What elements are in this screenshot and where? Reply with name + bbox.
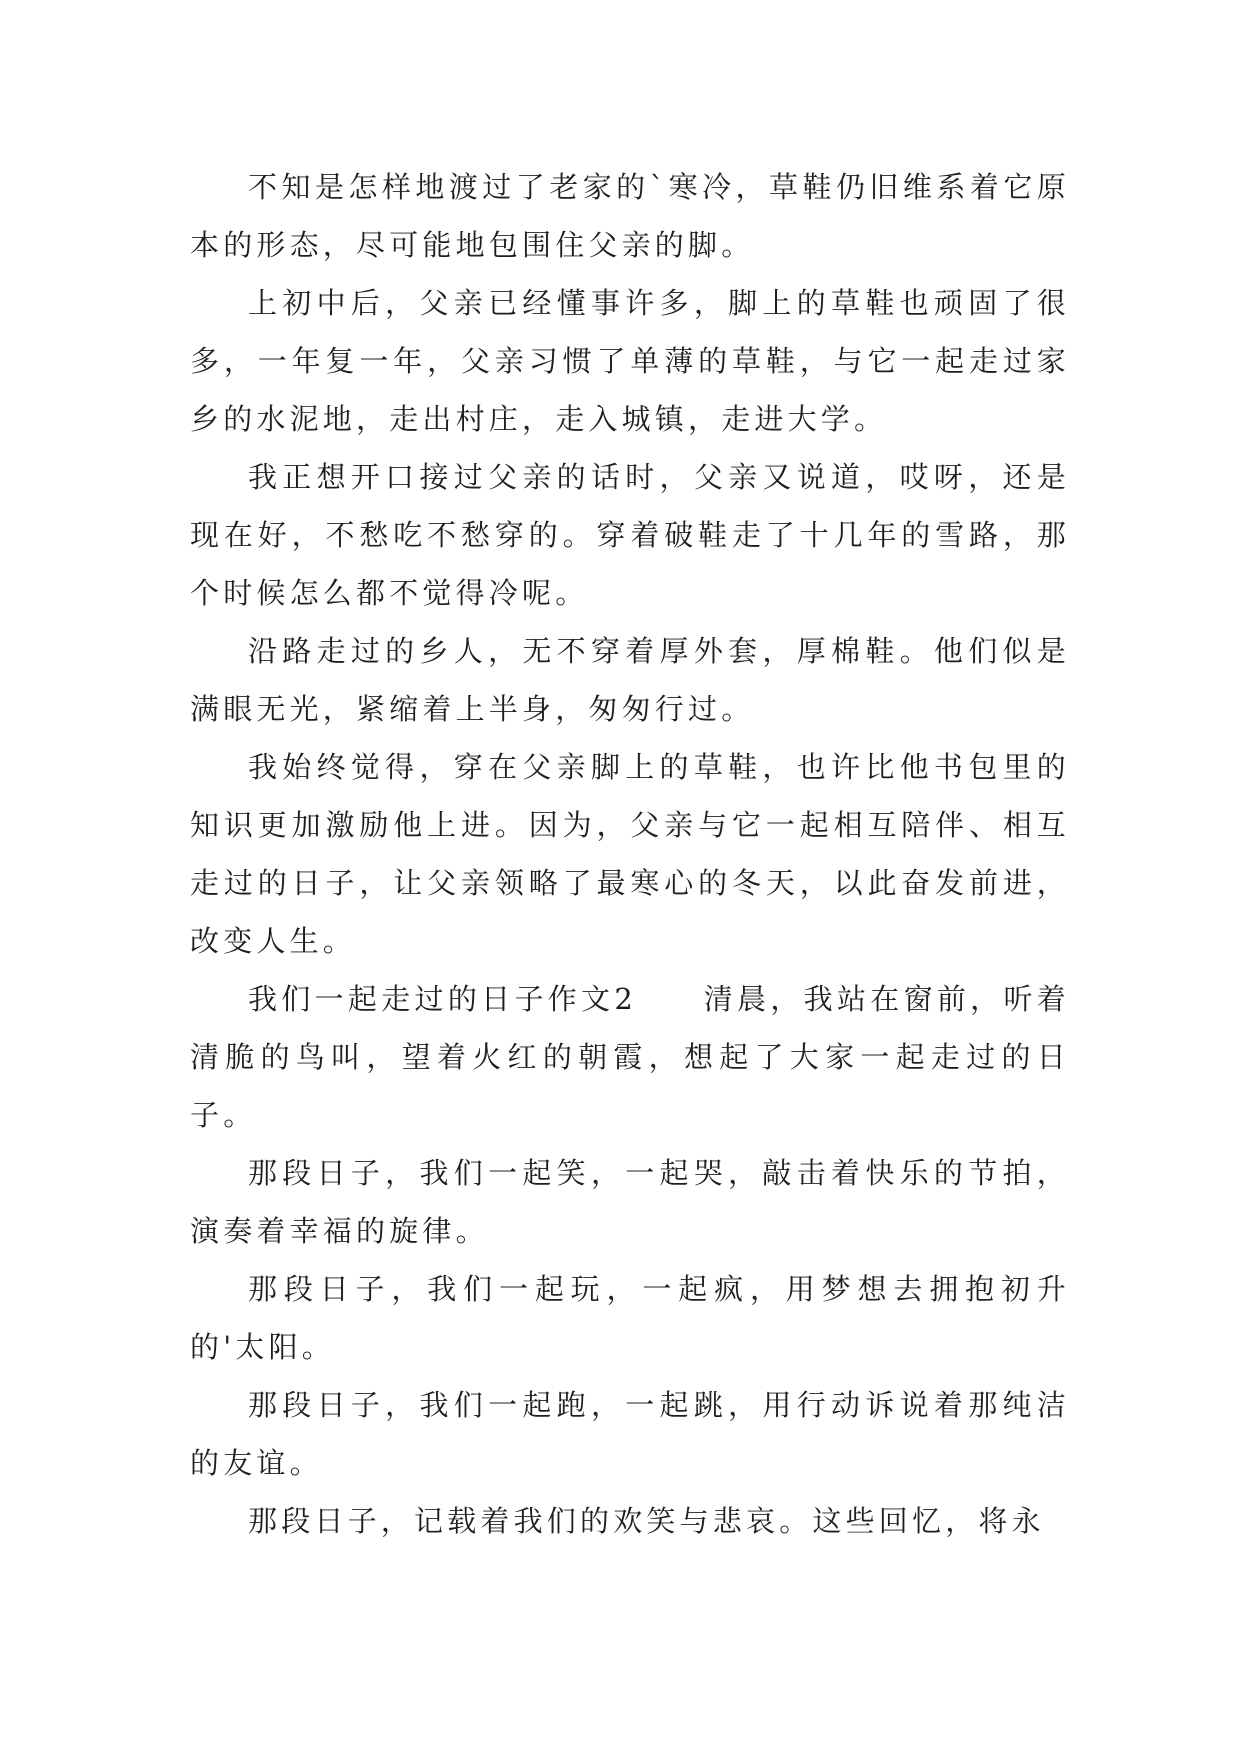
paragraph: 沿路走过的乡人，无不穿着厚外套，厚棉鞋。他们似是满眼无光，紧缩着上半身，匆匆行过。 bbox=[190, 634, 1070, 726]
paragraph: 不知是怎样地渡过了老家的`寒冷，草鞋仍旧维系着它原本的形态，尽可能地包围住父亲的脚。 bbox=[190, 170, 1070, 262]
paragraph: 那段日子，记载着我们的欢笑与悲哀。这些回忆，将永 bbox=[248, 1504, 1045, 1538]
paragraph: 我始终觉得，穿在父亲脚上的草鞋，也许比他书包里的知识更加激励他上进。因为，父亲与它一起相互陪伴、相互走过的日子，让父亲领略了最寒心的冬天，以此奋发前进，改变人生。 bbox=[190, 750, 1070, 958]
paragraph: 我正想开口接过父亲的话时，父亲又说道，哎呀，还是现在好，不愁吃不愁穿的。穿着破鞋走了十几年的雪路，那个时候怎么都不觉得冷呢。 bbox=[190, 460, 1070, 610]
paragraph: 那段日子，我们一起笑，一起哭，敲击着快乐的节拍，演奏着幸福的旋律。 bbox=[190, 1156, 1070, 1248]
paragraph: 上初中后，父亲已经懂事许多，脚上的草鞋也顽固了很多，一年复一年，父亲习惯了单薄的草鞋，与它一起走过家乡的水泥地，走出村庄，走入城镇，走进大学。 bbox=[190, 286, 1070, 436]
document-body bbox=[190, 158, 1070, 1550]
paragraph: 我们一起走过的日子作文2 清晨，我站在窗前，听着清脆的鸟叫，望着火红的朝霞，想起了大家一起走过的日子。 bbox=[190, 982, 1070, 1132]
paragraph: 那段日子，我们一起玩，一起疯，用梦想去拥抱初升的'太阳。 bbox=[190, 1272, 1070, 1364]
paragraph: 那段日子，我们一起跑，一起跳，用行动诉说着那纯洁的友谊。 bbox=[190, 1388, 1070, 1480]
